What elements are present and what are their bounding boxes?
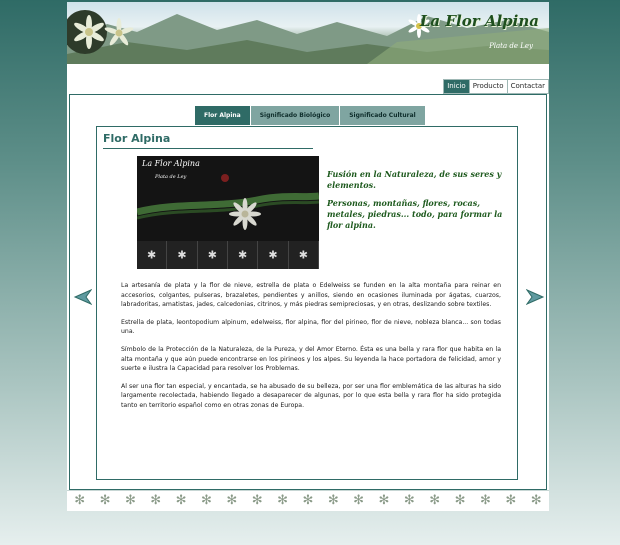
nav-contactar-link[interactable]: Contactar	[507, 80, 548, 93]
brand-subtitle: Plata de Ley	[489, 42, 533, 50]
top-navigation	[443, 79, 549, 94]
content-frame	[69, 94, 547, 490]
thumbnail[interactable]	[198, 241, 228, 269]
slogan-line-1: Fusión en la Naturaleza, de sus seres y elementos.	[327, 169, 502, 190]
edelweiss-icon: ✻	[353, 493, 365, 508]
paragraph-4: Al ser una flor tan especial, y encantada, se ha abusado de su belleza, por ser una flor emblemática de las alturas ha sido largamente recolectada, habiendo llegado a desaparecer de algunas, por lo que esta bella y rara flor ha sido protegida tanto en territorio español como en otras zonas de Europa.	[121, 382, 501, 409]
section-heading: Flor Alpina	[103, 132, 171, 145]
thumbnail[interactable]	[228, 241, 258, 269]
edelweiss-icon: ✻	[226, 493, 238, 508]
edelweiss-icon: ✻	[530, 493, 542, 508]
edelweiss-icon: ✻	[99, 493, 111, 508]
thumbnail[interactable]	[137, 241, 167, 269]
edelweiss-icon: ✻	[378, 493, 390, 508]
header-banner	[67, 2, 549, 64]
edelweiss-icon: ✻	[327, 493, 339, 508]
edelweiss-icon: ✻	[302, 493, 314, 508]
slogan-line-2: Personas, montañas, flores, rocas, metales, piedras... todo, para formar la flor alpina.	[327, 198, 503, 230]
photo-title: La Flor Alpina	[142, 159, 200, 168]
paragraph-1: La artesanía de plata y la flor de nieve, estrella de plata o Edelweiss se funden en la alta montaña para reinar en accesorios, colgantes, pulseras, brazaletes, pendientes y anillos, siendo en ocasiones iluminada por ágatas, cuarzos, labradoritas, amatistas, jades, calcedonias, citrinos, y más piedras semipreciosas, y en otras, deslizando sobre textiles.	[121, 282, 501, 309]
paragraph-2: Estrella de plata, leontopodium alpinum, edelweiss, flor alpina, flor del pirineo, flor de nieve, nobleza blanca... son todas una.	[121, 318, 501, 336]
thumbnail[interactable]	[167, 241, 197, 269]
edelweiss-icon: ✻	[454, 493, 466, 508]
nav-inicio-link[interactable]: Inicio	[444, 80, 469, 93]
tab-flor-alpina[interactable]: Flor Alpina	[195, 106, 250, 125]
nav-producto-link[interactable]: Producto	[469, 80, 507, 93]
edelweiss-icon: ✻	[403, 493, 415, 508]
thumbnail[interactable]	[258, 241, 288, 269]
edelweiss-icon: ✻	[479, 493, 491, 508]
brand-title: La Flor Alpina	[419, 12, 539, 30]
edelweiss-icon: ✻	[175, 493, 187, 508]
edelweiss-icon: ✻	[150, 493, 162, 508]
edelweiss-icon: ✻	[277, 493, 288, 508]
edelweiss-icon: ✻	[124, 493, 136, 508]
section-tabs	[195, 106, 426, 125]
product-photo	[137, 156, 319, 269]
page-container	[67, 2, 549, 510]
chevron-right-icon[interactable]	[526, 289, 546, 305]
chevron-left-icon[interactable]	[72, 289, 92, 305]
thumbnail-strip	[137, 241, 319, 269]
slogan-block	[327, 169, 507, 238]
edelweiss-icon: ✻	[505, 493, 517, 508]
edelweiss-icon: ✻	[201, 493, 212, 508]
heading-divider	[103, 148, 313, 149]
edelweiss-icon: ✻	[429, 493, 441, 508]
body-text	[121, 281, 501, 419]
jewelry-image	[137, 156, 319, 242]
content-box	[96, 126, 518, 480]
paragraph-3: Símbolo de la Protección de la Naturaleza, de la Pureza, y del Amor Eterno. Ésta es una bella y rara flor que habita en la alta montaña y que aún puede encontrarse en los pirineos y los alpes. Su leyenda la hace portadora de felicidad, amor y suerte e ilustra la Capacidad para resolver los Problemas.	[121, 345, 501, 373]
thumbnail[interactable]	[289, 241, 319, 269]
edelweiss-icon: ✻	[251, 493, 263, 508]
footer-flower-border	[67, 490, 549, 511]
tab-significado-biologico[interactable]: Significado Biológico	[251, 106, 340, 125]
edelweiss-icon: ✻	[74, 493, 86, 508]
tab-significado-cultural[interactable]: Significado Cultural	[340, 106, 425, 125]
photo-subtitle: Plata de Ley	[155, 174, 187, 180]
